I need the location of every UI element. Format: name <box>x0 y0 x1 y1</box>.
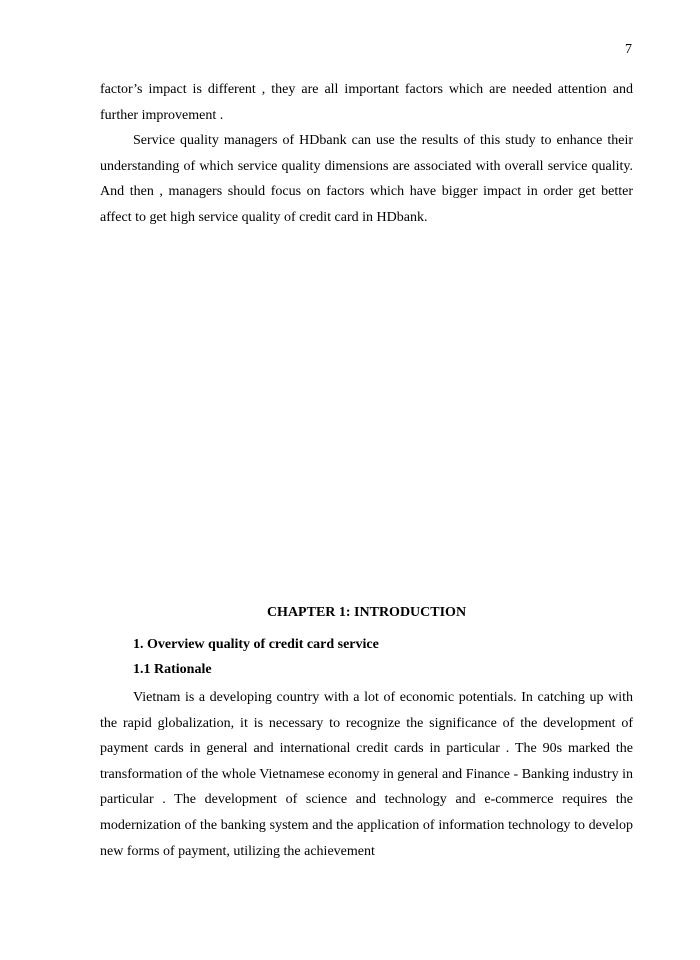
section-heading: 1. Overview quality of credit card service <box>133 637 379 652</box>
paragraph-service-quality-managers: Service quality managers of HDbank can use the results of this study to enhance their understanding of which service quality dimensions are associated with overall service quality. And then , managers should focus on factors which have bigger impact in order get better affect to get high service quality of credit card in HDbank. <box>100 133 633 225</box>
subsection-heading: 1.1 Rationale <box>133 662 212 677</box>
paragraph-rationale: Vietnam is a developing country with a lot of economic potentials. In catching up with the rapid globalization, it is necessary to recognize the significance of the development of payment cards in general and international credit cards in particular . The 90s marked the transformation of the whole Vietnamese economy in general and Finance - Banking industry in particular . The development of science and technology and e-commerce requires the modernization of the banking system and the application of information technology to develop new forms of payment, utilizing the achievement <box>100 690 633 859</box>
paragraph-continuation: factor’s impact is different , they are all important factors which are needed attention and further improvement . <box>100 82 633 123</box>
intro-text-block <box>100 77 633 231</box>
rationale-text-block <box>100 685 633 864</box>
page-number: 7 <box>625 42 632 57</box>
chapter-title: CHAPTER 1: INTRODUCTION <box>266 605 467 620</box>
